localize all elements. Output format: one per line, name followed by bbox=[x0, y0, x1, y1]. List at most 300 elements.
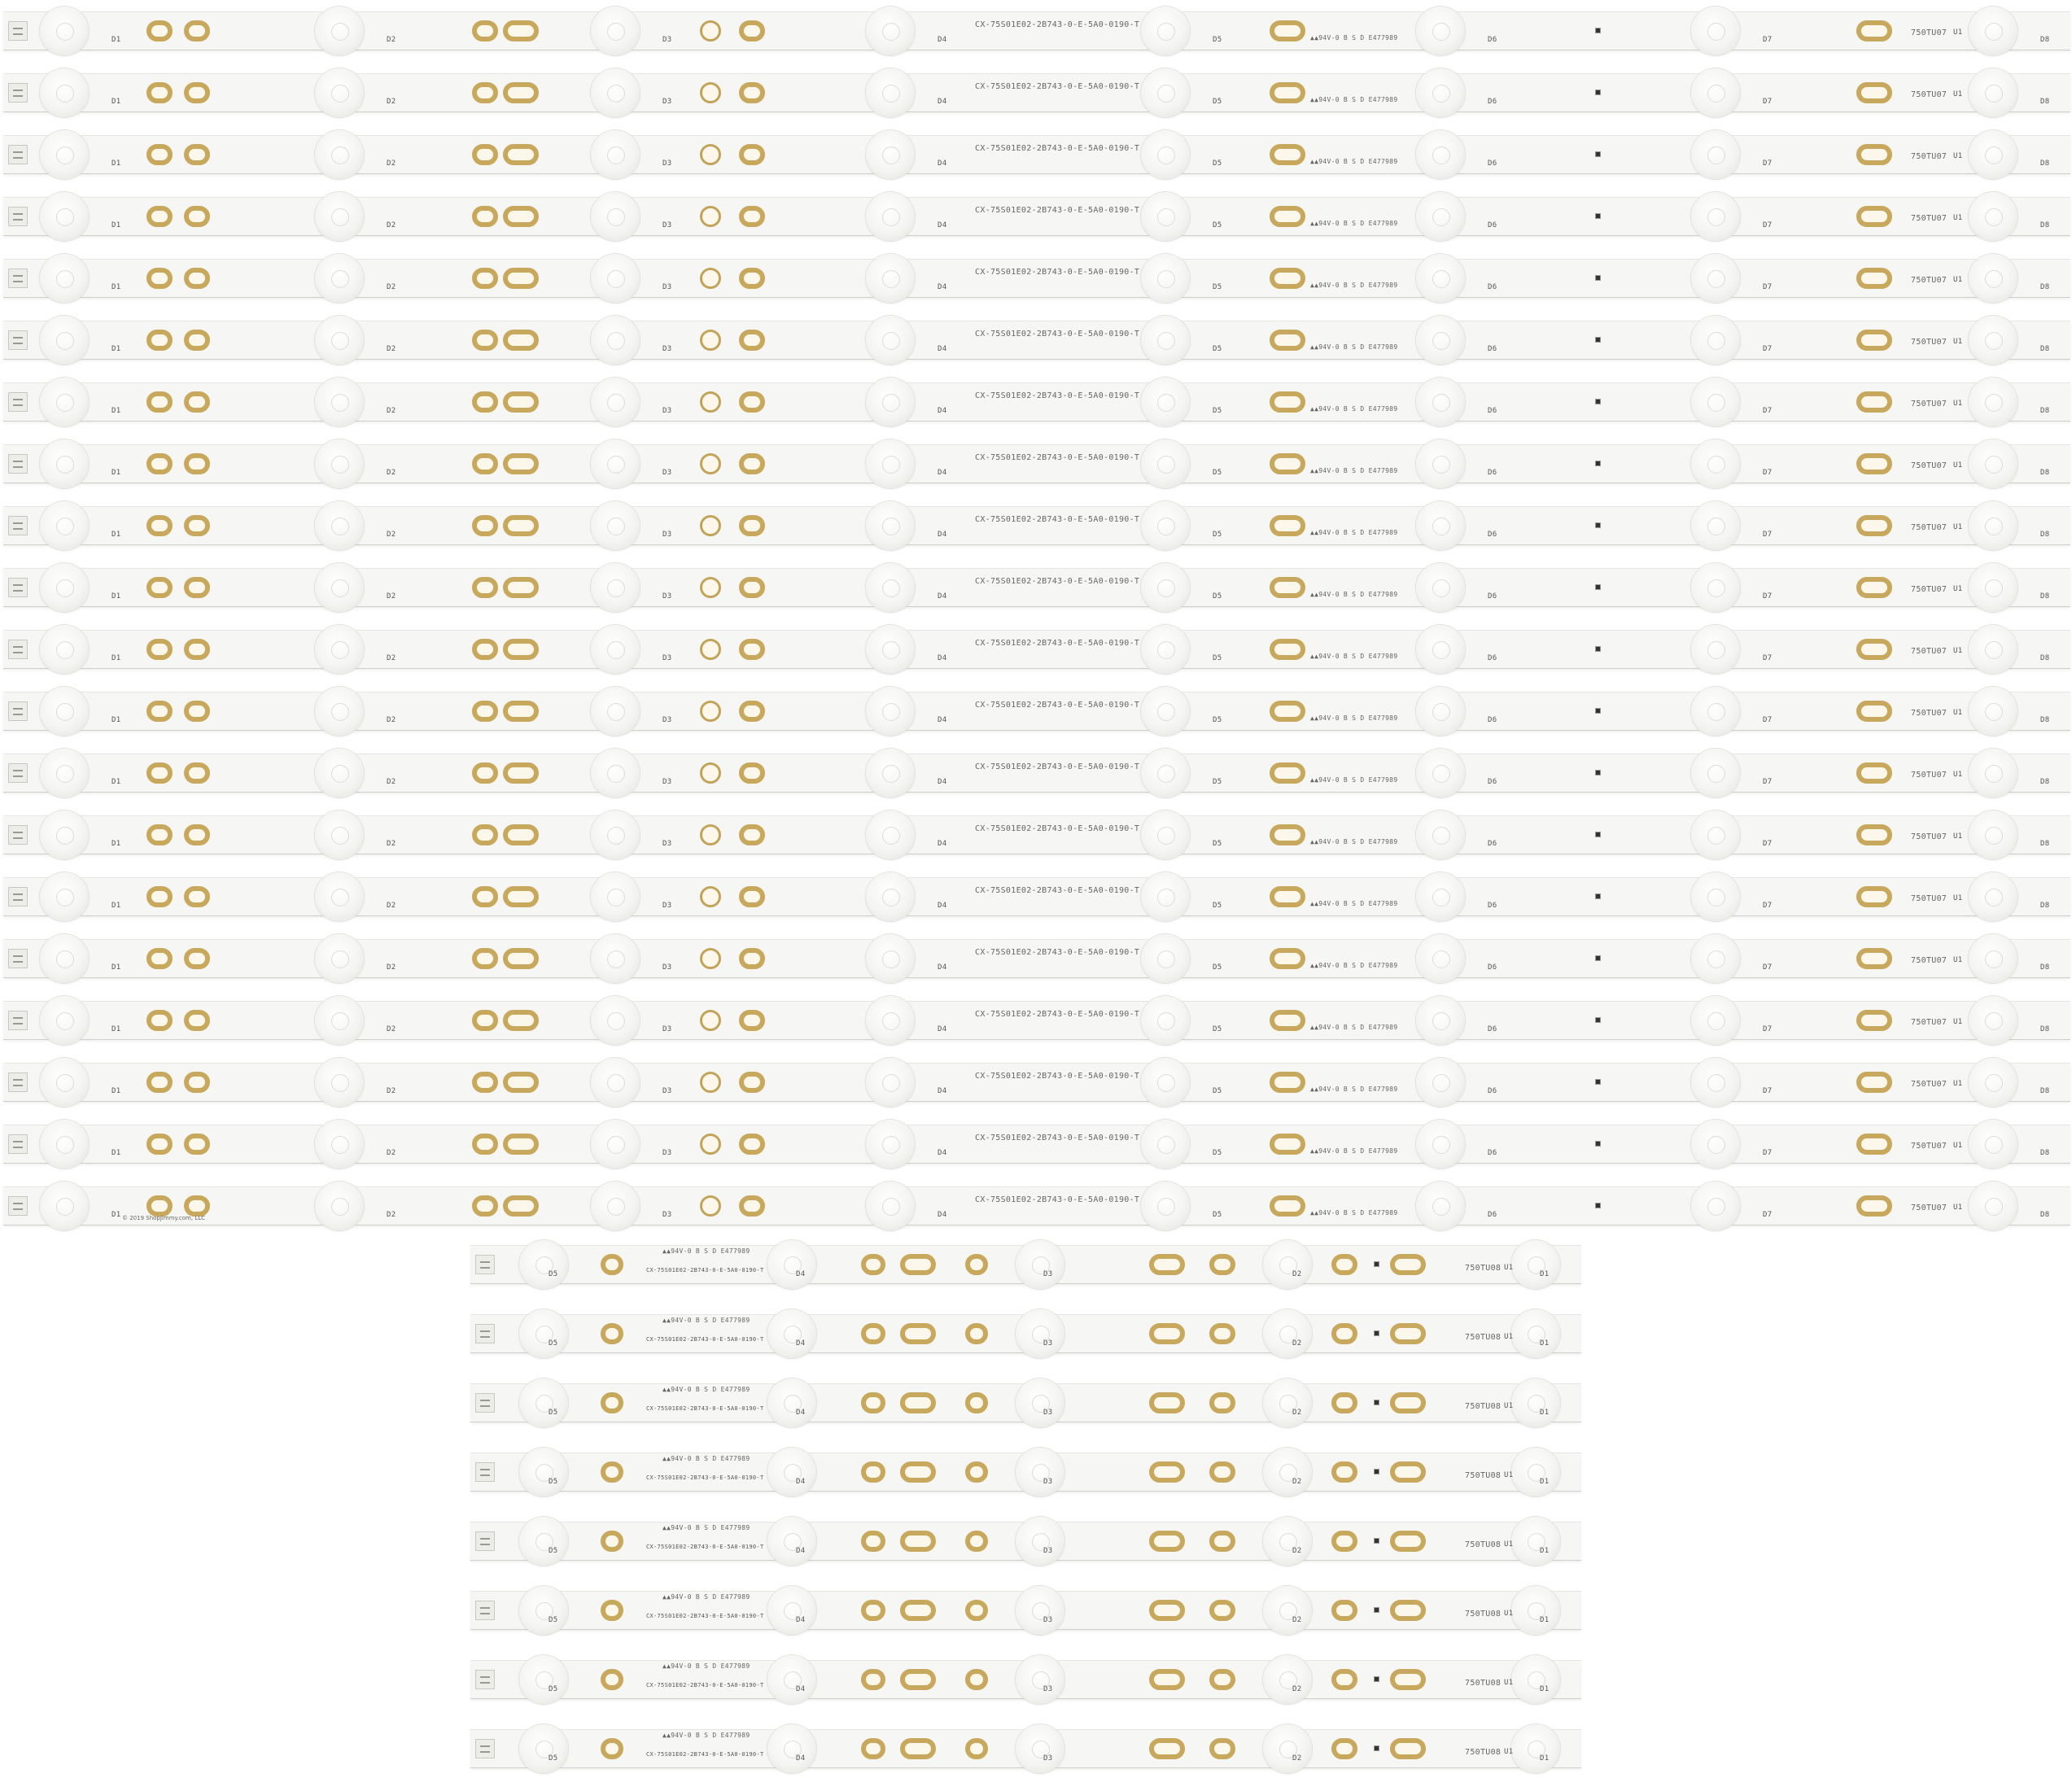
solder-pad bbox=[700, 948, 721, 969]
solder-pad bbox=[146, 453, 173, 474]
led-label: D5 bbox=[1213, 221, 1222, 229]
solder-pad bbox=[503, 20, 539, 42]
led-label: D1 bbox=[111, 902, 121, 910]
led-lens bbox=[1141, 130, 1190, 179]
connector bbox=[8, 454, 28, 474]
model-label: 750TU08 bbox=[1465, 1748, 1502, 1757]
part-number: CX-75S01E02-2B743-0-E-5A0-0190-T bbox=[975, 515, 1140, 524]
led-lens bbox=[1416, 625, 1465, 674]
led-lens bbox=[519, 1309, 568, 1358]
led-lens bbox=[591, 192, 640, 241]
connector bbox=[475, 1462, 495, 1482]
version-label: U1 bbox=[1504, 1471, 1514, 1479]
solder-pad bbox=[739, 20, 765, 42]
solder-pad bbox=[739, 701, 765, 722]
solder-pad bbox=[184, 82, 210, 103]
led-lens bbox=[1511, 1309, 1560, 1358]
led-label: D2 bbox=[1292, 1685, 1302, 1693]
led-label: D8 bbox=[2040, 36, 2050, 44]
solder-pad bbox=[1209, 1669, 1235, 1690]
marker-square bbox=[1374, 1330, 1379, 1336]
connector bbox=[8, 1134, 28, 1154]
led-label: D1 bbox=[111, 159, 121, 168]
led-label: D5 bbox=[549, 1547, 558, 1555]
led-lens bbox=[1969, 68, 2017, 117]
led-label: D5 bbox=[1213, 469, 1222, 477]
led-lens bbox=[1691, 563, 1740, 612]
part-number: CX-75S01E02-2B743-0-E-5A0-0190-T bbox=[975, 886, 1140, 895]
marker-square bbox=[1595, 1017, 1601, 1023]
part-number: CX-75S01E02-2B743-0-E-5A0-0190-T bbox=[646, 1267, 764, 1273]
led-label: D5 bbox=[1213, 902, 1222, 910]
solder-pad bbox=[1270, 1010, 1305, 1031]
led-lens bbox=[315, 996, 364, 1045]
cert-mark: ▲▲94V-0 B S D E477989 bbox=[1310, 34, 1398, 42]
solder-pad bbox=[700, 762, 721, 784]
led-lens bbox=[40, 996, 89, 1045]
led-label: D5 bbox=[1213, 407, 1222, 415]
solder-pad bbox=[739, 453, 765, 474]
part-number: CX-75S01E02-2B743-0-E-5A0-0190-T bbox=[975, 577, 1140, 586]
led-lens bbox=[866, 1182, 915, 1230]
solder-pad bbox=[601, 1323, 623, 1344]
led-lens bbox=[866, 316, 915, 365]
led-label: D7 bbox=[1763, 716, 1773, 724]
solder-pad bbox=[503, 948, 539, 969]
connector bbox=[8, 392, 28, 412]
led-label: D5 bbox=[1213, 654, 1222, 662]
short-led-strip bbox=[470, 1245, 1581, 1284]
solder-pad bbox=[146, 639, 173, 660]
solder-pad bbox=[1331, 1323, 1357, 1344]
cert-mark: ▲▲94V-0 B S D E477989 bbox=[662, 1593, 750, 1601]
solder-pad bbox=[472, 824, 498, 845]
led-label: D5 bbox=[1213, 1211, 1222, 1219]
led-lens bbox=[866, 872, 915, 921]
solder-pad bbox=[472, 1072, 498, 1093]
marker-square bbox=[1374, 1469, 1379, 1474]
marker-square bbox=[1595, 1203, 1601, 1208]
led-lens bbox=[1263, 1517, 1312, 1566]
led-lens bbox=[1416, 996, 1465, 1045]
marker-square bbox=[1595, 770, 1601, 775]
led-lens bbox=[315, 192, 364, 241]
led-label: D1 bbox=[111, 840, 121, 848]
solder-pad bbox=[1270, 330, 1305, 351]
part-number: CX-75S01E02-2B743-0-E-5A0-0190-T bbox=[975, 82, 1140, 91]
solder-pad bbox=[601, 1461, 623, 1483]
cert-mark: ▲▲94V-0 B S D E477989 bbox=[1310, 1209, 1398, 1217]
led-lens bbox=[1016, 1448, 1064, 1496]
solder-pad bbox=[861, 1531, 885, 1552]
led-lens bbox=[1141, 192, 1190, 241]
led-lens bbox=[1416, 1058, 1465, 1107]
part-number: CX-75S01E02-2B743-0-E-5A0-0190-T bbox=[975, 20, 1140, 29]
led-lens bbox=[1691, 192, 1740, 241]
marker-square bbox=[1595, 151, 1601, 157]
led-label: D5 bbox=[549, 1685, 558, 1693]
led-lens bbox=[1969, 1182, 2017, 1230]
led-lens bbox=[1141, 625, 1190, 674]
led-label: D6 bbox=[1488, 407, 1497, 415]
led-lens bbox=[1141, 872, 1190, 921]
led-label: D5 bbox=[549, 1616, 558, 1624]
led-label: D1 bbox=[111, 963, 121, 972]
solder-pad bbox=[146, 268, 173, 289]
led-lens bbox=[767, 1586, 816, 1635]
solder-pad bbox=[184, 1072, 210, 1093]
marker-square bbox=[1374, 1538, 1379, 1544]
led-label: D3 bbox=[1043, 1616, 1053, 1624]
led-lens bbox=[1141, 254, 1190, 303]
short-led-strip bbox=[470, 1660, 1581, 1699]
led-label: D3 bbox=[662, 345, 672, 353]
led-lens bbox=[1141, 439, 1190, 488]
led-lens bbox=[1691, 68, 1740, 117]
led-lens bbox=[1416, 1120, 1465, 1169]
led-lens bbox=[591, 130, 640, 179]
led-lens bbox=[1691, 625, 1740, 674]
solder-pad bbox=[472, 391, 498, 413]
solder-pad bbox=[1149, 1323, 1185, 1344]
solder-pad bbox=[700, 330, 721, 351]
led-label: D7 bbox=[1763, 963, 1773, 972]
led-label: D3 bbox=[662, 1211, 672, 1219]
led-lens bbox=[866, 1058, 915, 1107]
led-label: D7 bbox=[1763, 902, 1773, 910]
part-number: CX-75S01E02-2B743-0-E-5A0-0190-T bbox=[975, 330, 1140, 339]
led-label: D4 bbox=[938, 1149, 947, 1157]
solder-pad bbox=[184, 886, 210, 907]
solder-pad bbox=[739, 577, 765, 598]
connector bbox=[475, 1739, 495, 1758]
solder-pad bbox=[503, 1134, 539, 1155]
solder-pad bbox=[739, 639, 765, 660]
led-label: D7 bbox=[1763, 283, 1773, 291]
cert-mark: ▲▲94V-0 B S D E477989 bbox=[662, 1247, 750, 1255]
led-label: D2 bbox=[1292, 1547, 1302, 1555]
marker-square bbox=[1595, 90, 1601, 95]
led-label: D8 bbox=[2040, 221, 2050, 229]
led-lens bbox=[40, 7, 89, 55]
led-lens bbox=[1691, 687, 1740, 736]
long-led-strip bbox=[3, 444, 2070, 483]
cert-mark: ▲▲94V-0 B S D E477989 bbox=[662, 1732, 750, 1739]
led-label: D7 bbox=[1763, 531, 1773, 539]
led-label: D6 bbox=[1488, 654, 1497, 662]
led-lens bbox=[1141, 810, 1190, 859]
solder-pad bbox=[965, 1738, 988, 1759]
marker-square bbox=[1595, 584, 1601, 590]
short-led-strip bbox=[470, 1522, 1581, 1561]
solder-pad bbox=[1270, 577, 1305, 598]
led-lens bbox=[1691, 378, 1740, 426]
model-label: 750TU08 bbox=[1465, 1540, 1502, 1549]
led-label: D2 bbox=[1292, 1478, 1302, 1486]
led-lens bbox=[1969, 749, 2017, 797]
led-label: D3 bbox=[1043, 1270, 1053, 1278]
version-label: U1 bbox=[1953, 771, 1963, 779]
long-led-strip bbox=[3, 1001, 2070, 1040]
marker-square bbox=[1374, 1400, 1379, 1405]
connector bbox=[8, 887, 28, 906]
led-lens bbox=[1691, 316, 1740, 365]
led-label: D4 bbox=[938, 778, 947, 786]
led-lens bbox=[1263, 1448, 1312, 1496]
led-lens bbox=[591, 439, 640, 488]
led-label: D2 bbox=[1292, 1339, 1302, 1348]
led-label: D3 bbox=[662, 716, 672, 724]
model-label: 750TU08 bbox=[1465, 1333, 1502, 1342]
led-label: D5 bbox=[549, 1270, 558, 1278]
solder-pad bbox=[1270, 824, 1305, 845]
solder-pad bbox=[1856, 762, 1892, 784]
led-label: D3 bbox=[662, 902, 672, 910]
connector bbox=[8, 1072, 28, 1092]
connector bbox=[8, 1196, 28, 1216]
short-led-strip bbox=[470, 1729, 1581, 1768]
solder-pad bbox=[900, 1254, 936, 1275]
led-lens bbox=[591, 1058, 640, 1107]
cert-mark: ▲▲94V-0 B S D E477989 bbox=[1310, 1086, 1398, 1093]
led-lens bbox=[1969, 501, 2017, 550]
led-lens bbox=[1016, 1309, 1064, 1358]
solder-pad bbox=[184, 20, 210, 42]
led-lens bbox=[767, 1655, 816, 1704]
version-label: U1 bbox=[1953, 152, 1963, 160]
led-lens bbox=[866, 749, 915, 797]
led-label: D8 bbox=[2040, 1025, 2050, 1033]
solder-pad bbox=[184, 1195, 210, 1217]
solder-pad bbox=[739, 206, 765, 227]
marker-square bbox=[1374, 1607, 1379, 1613]
part-number: CX-75S01E02-2B743-0-E-5A0-0190-T bbox=[975, 639, 1140, 648]
solder-pad bbox=[1856, 577, 1892, 598]
led-lens bbox=[1141, 687, 1190, 736]
cert-mark: ▲▲94V-0 B S D E477989 bbox=[1310, 96, 1398, 103]
solder-pad bbox=[1856, 1072, 1892, 1093]
led-label: D1 bbox=[1540, 1270, 1550, 1278]
led-label: D3 bbox=[662, 1149, 672, 1157]
led-label: D6 bbox=[1488, 716, 1497, 724]
solder-pad bbox=[861, 1669, 885, 1690]
led-label: D3 bbox=[662, 963, 672, 972]
led-label: D7 bbox=[1763, 778, 1773, 786]
led-lens bbox=[1969, 934, 2017, 983]
solder-pad bbox=[146, 330, 173, 351]
solder-pad bbox=[184, 762, 210, 784]
led-label: D1 bbox=[1540, 1754, 1550, 1763]
led-lens bbox=[591, 872, 640, 921]
cert-mark: ▲▲94V-0 B S D E477989 bbox=[662, 1455, 750, 1462]
led-label: D4 bbox=[938, 345, 947, 353]
short-led-strip bbox=[470, 1591, 1581, 1630]
marker-square bbox=[1595, 28, 1601, 33]
solder-pad bbox=[900, 1600, 936, 1621]
led-lens bbox=[591, 1120, 640, 1169]
connector bbox=[475, 1255, 495, 1274]
cert-mark: ▲▲94V-0 B S D E477989 bbox=[1310, 776, 1398, 784]
led-label: D4 bbox=[938, 963, 947, 972]
led-label: D2 bbox=[387, 469, 396, 477]
solder-pad bbox=[601, 1392, 623, 1413]
led-label: D8 bbox=[2040, 345, 2050, 353]
cert-mark: ▲▲94V-0 B S D E477989 bbox=[1310, 962, 1398, 969]
marker-square bbox=[1595, 955, 1601, 961]
led-label: D6 bbox=[1488, 902, 1497, 910]
solder-pad bbox=[739, 1010, 765, 1031]
solder-pad bbox=[739, 1195, 765, 1217]
led-lens bbox=[1416, 749, 1465, 797]
led-lens bbox=[40, 625, 89, 674]
solder-pad bbox=[472, 268, 498, 289]
led-label: D5 bbox=[1213, 778, 1222, 786]
solder-pad bbox=[739, 391, 765, 413]
led-lens bbox=[1969, 192, 2017, 241]
led-lens bbox=[1263, 1586, 1312, 1635]
solder-pad bbox=[900, 1531, 936, 1552]
part-number: CX-75S01E02-2B743-0-E-5A0-0190-T bbox=[646, 1751, 764, 1758]
solder-pad bbox=[601, 1738, 623, 1759]
led-lens bbox=[519, 1655, 568, 1704]
led-lens bbox=[1969, 563, 2017, 612]
led-label: D7 bbox=[1763, 592, 1773, 601]
led-label: D4 bbox=[938, 36, 947, 44]
led-lens bbox=[866, 7, 915, 55]
marker-square bbox=[1374, 1676, 1379, 1682]
cert-mark: ▲▲94V-0 B S D E477989 bbox=[1310, 467, 1398, 474]
led-label: D1 bbox=[111, 1211, 121, 1219]
led-lens bbox=[591, 501, 640, 550]
led-lens bbox=[315, 749, 364, 797]
solder-pad bbox=[739, 515, 765, 536]
marker-square bbox=[1595, 213, 1601, 219]
led-label: D3 bbox=[662, 654, 672, 662]
solder-pad bbox=[1390, 1461, 1426, 1483]
connector bbox=[475, 1670, 495, 1689]
led-label: D2 bbox=[1292, 1616, 1302, 1624]
led-lens bbox=[1969, 7, 2017, 55]
solder-pad bbox=[146, 144, 173, 165]
solder-pad bbox=[1270, 206, 1305, 227]
solder-pad bbox=[861, 1600, 885, 1621]
cert-mark: ▲▲94V-0 B S D E477989 bbox=[1310, 282, 1398, 289]
led-lens bbox=[1141, 934, 1190, 983]
led-lens bbox=[1141, 563, 1190, 612]
led-label: D1 bbox=[111, 778, 121, 786]
connector bbox=[475, 1531, 495, 1551]
led-label: D1 bbox=[111, 1025, 121, 1033]
led-label: D8 bbox=[2040, 531, 2050, 539]
led-lens bbox=[1263, 1655, 1312, 1704]
part-number: CX-75S01E02-2B743-0-E-5A0-0190-T bbox=[975, 701, 1140, 710]
solder-pad bbox=[1856, 1134, 1892, 1155]
solder-pad bbox=[739, 268, 765, 289]
led-lens bbox=[40, 749, 89, 797]
cert-mark: ▲▲94V-0 B S D E477989 bbox=[1310, 405, 1398, 413]
solder-pad bbox=[1270, 453, 1305, 474]
led-lens bbox=[40, 934, 89, 983]
solder-pad bbox=[1856, 453, 1892, 474]
led-label: D4 bbox=[796, 1616, 806, 1624]
led-label: D8 bbox=[2040, 1087, 2050, 1095]
led-lens bbox=[1969, 872, 2017, 921]
led-lens bbox=[1691, 1058, 1740, 1107]
led-lens bbox=[1016, 1724, 1064, 1773]
led-lens bbox=[767, 1240, 816, 1289]
solder-pad bbox=[1270, 391, 1305, 413]
led-lens bbox=[591, 1182, 640, 1230]
led-lens bbox=[315, 563, 364, 612]
cert-mark: ▲▲94V-0 B S D E477989 bbox=[1310, 158, 1398, 165]
led-lens bbox=[1141, 1120, 1190, 1169]
part-number: CX-75S01E02-2B743-0-E-5A0-0190-T bbox=[646, 1613, 764, 1619]
version-label: U1 bbox=[1953, 1018, 1963, 1026]
led-label: D1 bbox=[111, 407, 121, 415]
led-label: D6 bbox=[1488, 840, 1497, 848]
solder-pad bbox=[739, 886, 765, 907]
solder-pad bbox=[503, 330, 539, 351]
led-label: D6 bbox=[1488, 159, 1497, 168]
solder-pad bbox=[1390, 1669, 1426, 1690]
led-lens bbox=[315, 934, 364, 983]
led-lens bbox=[866, 563, 915, 612]
led-label: D1 bbox=[111, 36, 121, 44]
solder-pad bbox=[146, 948, 173, 969]
marker-square bbox=[1595, 893, 1601, 899]
solder-pad bbox=[861, 1392, 885, 1413]
led-label: D2 bbox=[387, 654, 396, 662]
led-label: D1 bbox=[111, 531, 121, 539]
led-label: D8 bbox=[2040, 592, 2050, 601]
marker-square bbox=[1374, 1261, 1379, 1267]
part-number: CX-75S01E02-2B743-0-E-5A0-0190-T bbox=[975, 1072, 1140, 1081]
led-lens bbox=[1141, 7, 1190, 55]
connector bbox=[8, 825, 28, 845]
solder-pad bbox=[739, 948, 765, 969]
led-label: D4 bbox=[796, 1478, 806, 1486]
led-label: D5 bbox=[549, 1478, 558, 1486]
led-lens bbox=[1416, 687, 1465, 736]
led-label: D4 bbox=[938, 902, 947, 910]
solder-pad bbox=[1856, 330, 1892, 351]
solder-pad bbox=[146, 886, 173, 907]
long-led-strip bbox=[3, 754, 2070, 793]
led-lens bbox=[1511, 1240, 1560, 1289]
led-lens bbox=[1691, 7, 1740, 55]
led-lens bbox=[1263, 1378, 1312, 1427]
led-label: D6 bbox=[1488, 283, 1497, 291]
long-led-strip bbox=[3, 259, 2070, 298]
solder-pad bbox=[700, 20, 721, 42]
solder-pad bbox=[900, 1392, 936, 1413]
solder-pad bbox=[861, 1738, 885, 1759]
led-label: D4 bbox=[938, 98, 947, 106]
led-lens bbox=[315, 130, 364, 179]
cert-mark: ▲▲94V-0 B S D E477989 bbox=[1310, 900, 1398, 907]
long-led-strip bbox=[3, 692, 2070, 731]
copyright-text: © 2019 ShopJimmy.com, LLC bbox=[122, 1215, 205, 1221]
solder-pad bbox=[184, 948, 210, 969]
solder-pad bbox=[503, 824, 539, 845]
solder-pad bbox=[965, 1254, 988, 1275]
model-label: 750TU07 bbox=[1911, 400, 1947, 408]
led-label: D2 bbox=[1292, 1754, 1302, 1763]
led-lens bbox=[315, 1182, 364, 1230]
led-lens bbox=[1691, 439, 1740, 488]
cert-mark: ▲▲94V-0 B S D E477989 bbox=[662, 1386, 750, 1393]
led-label: D5 bbox=[1213, 159, 1222, 168]
